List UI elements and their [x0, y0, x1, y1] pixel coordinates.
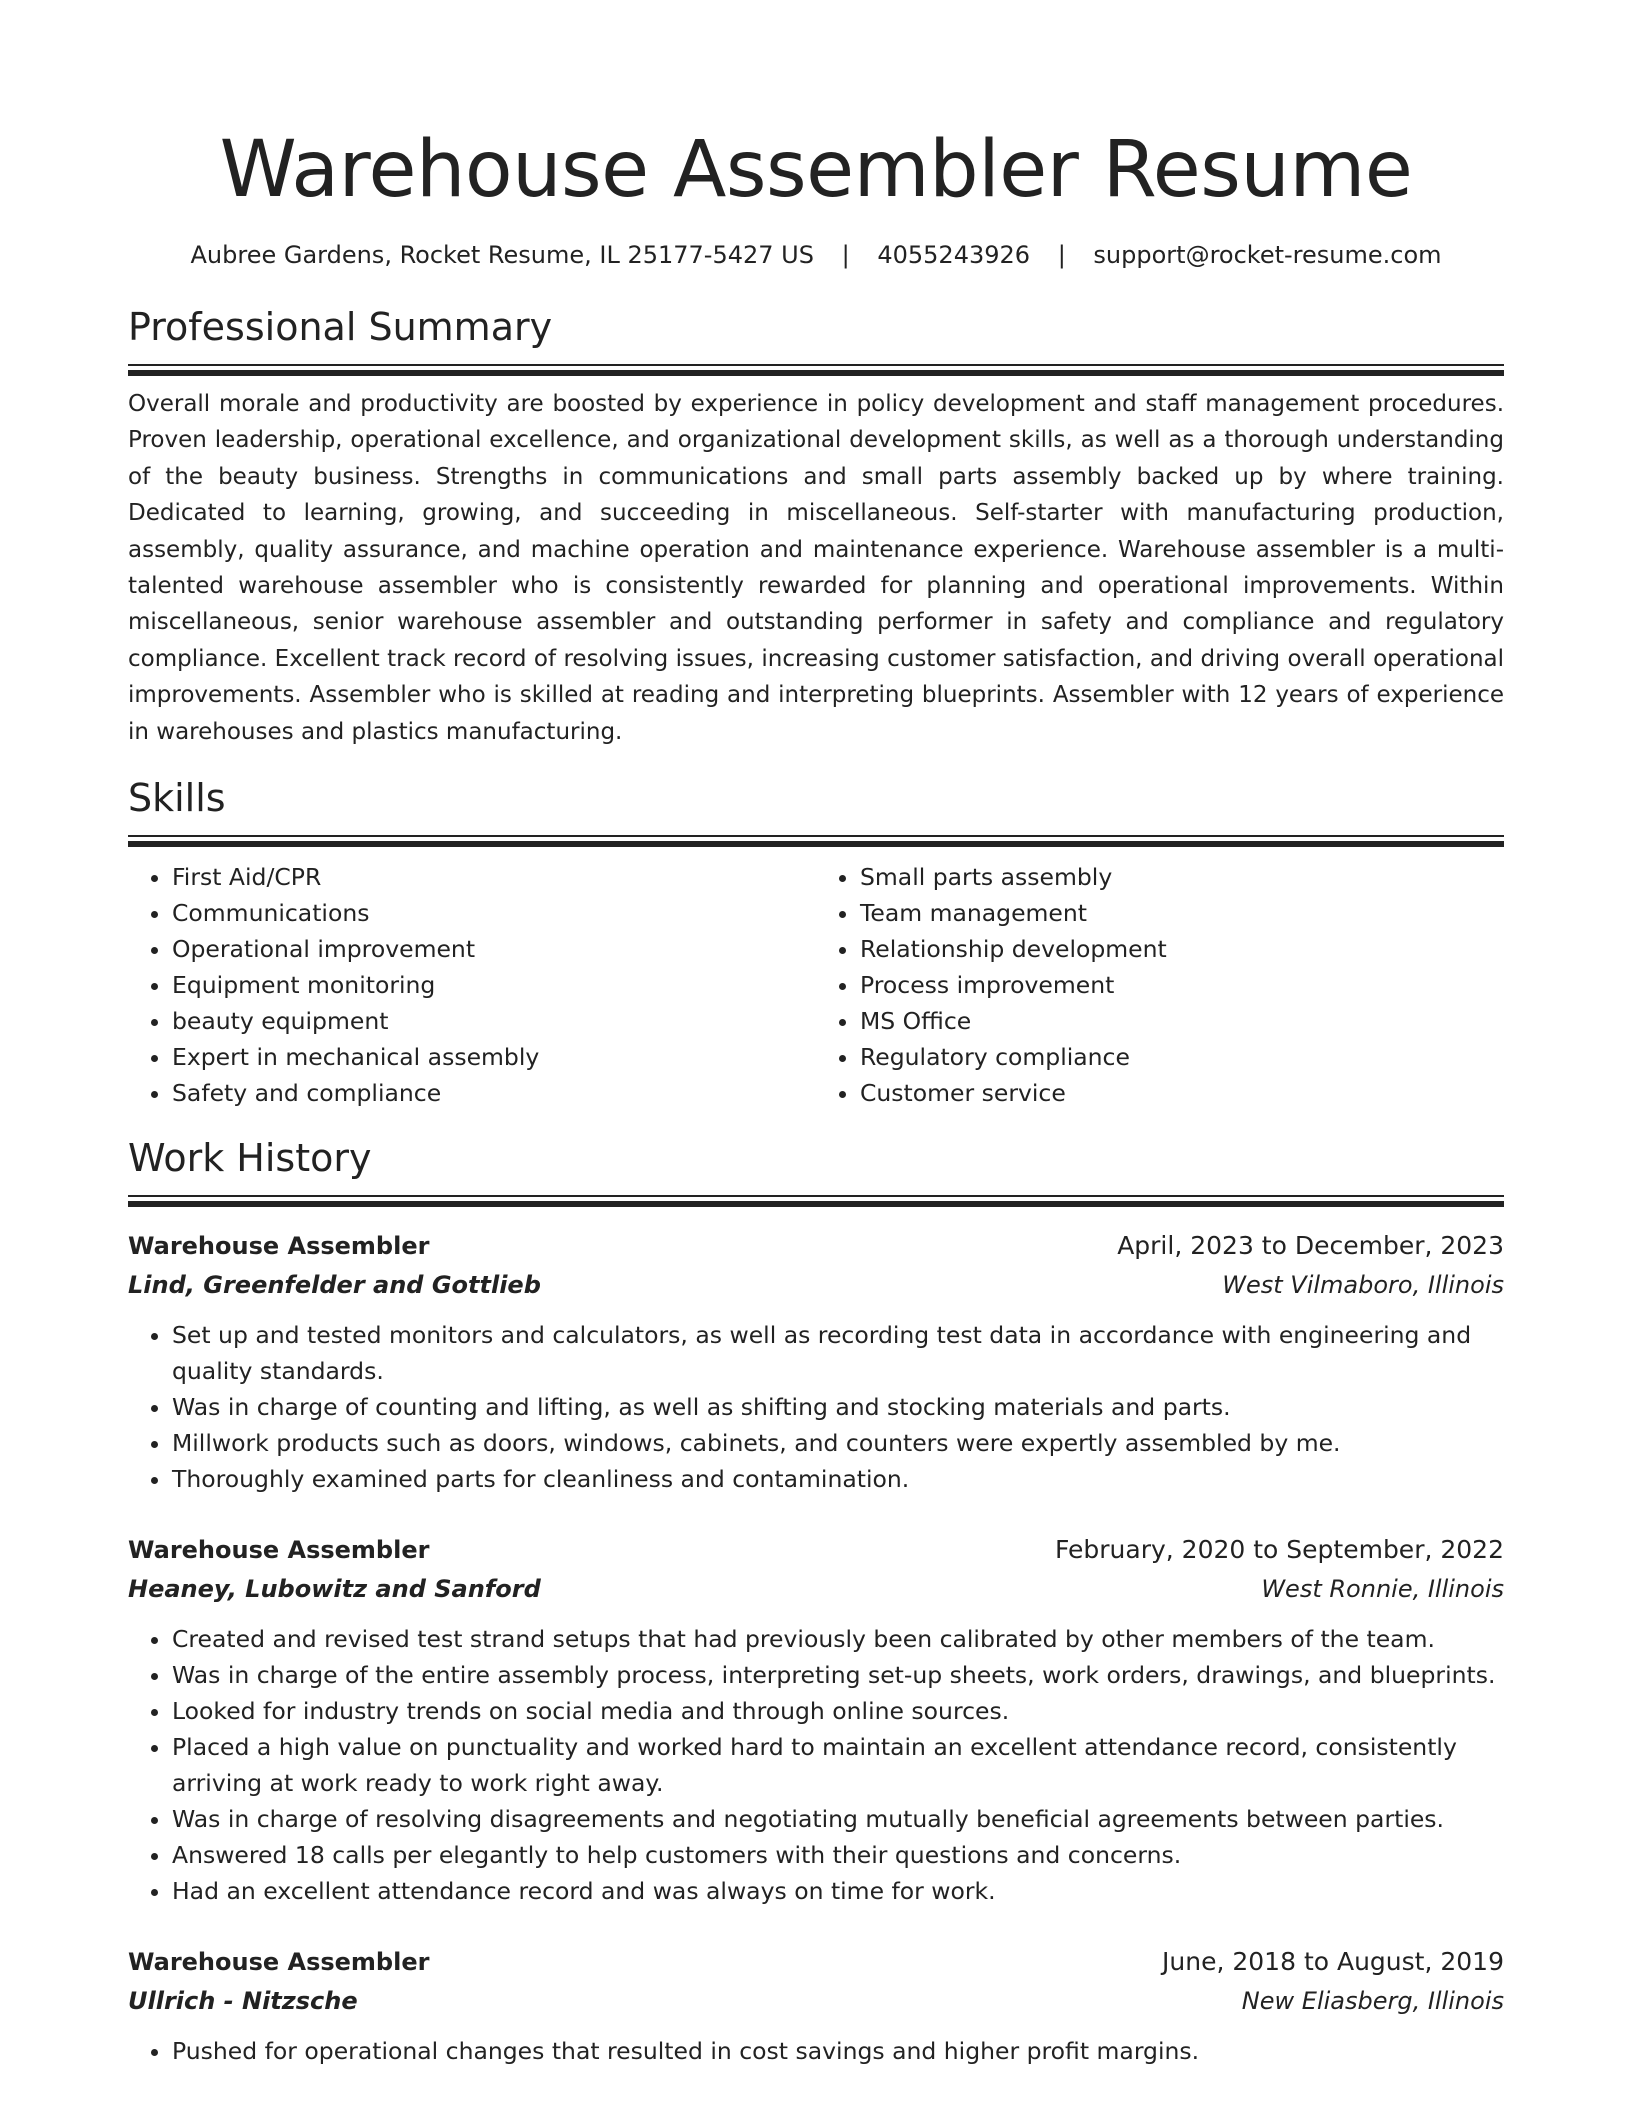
skill-item: • Expert in mechanical assembly — [172, 1039, 816, 1075]
job-bullet: • Was in charge of the entire assembly process, interpreting set-up sheets, work orders, drawings, and blueprints. — [172, 1657, 1504, 1693]
work-history-section — [128, 1133, 1504, 2069]
job-header-row — [128, 1227, 1504, 1265]
summary-text: Overall morale and productivity are boosted by experience in policy development and staff management procedures. Proven leadership, operational excellence, and organizational development skills, as well as a thorough understanding of the beauty business. Strengths in communications and small parts assembly backed up by where training. Dedicated to learning, growing, and succeeding in miscellaneous. Self-starter with manufacturing production, assembly, quality assurance, and machine operation and maintenance experience. Warehouse assembler is a multi-talented warehouse assembler who is consistently rewarded for planning and operational improvements. Within miscellaneous, senior warehouse assembler and outstanding performer in safety and compliance and regulatory compliance. Excellent track record of resolving issues, increasing customer satisfaction, and driving overall operational improvements. Assembler who is skilled at reading and interpreting blueprints. Assembler with 12 years of experience in warehouses and plastics manufacturing. — [128, 391, 1504, 745]
skill-item: • Process improvement — [860, 967, 1504, 1003]
section-divider — [128, 1195, 1504, 1207]
contact-email: support@rocket-resume.com — [1093, 241, 1442, 269]
resume-page — [128, 0, 1504, 2069]
job-bullet: • Was in charge of resolving disagreements and negotiating mutually beneficial agreements between parties. — [172, 1801, 1504, 1837]
job-location: West Ronnie, Illinois — [1261, 1575, 1504, 1604]
job-entry — [128, 1943, 1504, 2069]
job-bullets — [128, 1317, 1504, 1497]
skill-item: • Communications — [172, 895, 816, 931]
job-company-row — [128, 1981, 1504, 2021]
skills-list-right — [816, 859, 1504, 1111]
skill-item: • beauty equipment — [172, 1003, 816, 1039]
resume-title: Warehouse Assembler Resume — [219, 125, 1413, 215]
job-company: Ullrich - Nitzsche — [128, 1987, 358, 2016]
job-company-row — [128, 1265, 1504, 1305]
job-header-row — [128, 1943, 1504, 1981]
job-dates: June, 2018 to August, 2019 — [1162, 1947, 1504, 1977]
skill-item: • Relationship development — [860, 931, 1504, 967]
job-bullet: • Created and revised test strand setups that had previously been calibrated by other members of the team. — [172, 1621, 1504, 1657]
skill-item: • Team management — [860, 895, 1504, 931]
skill-item: • First Aid/CPR — [172, 859, 816, 895]
job-bullet: • Millwork products such as doors, windows, cabinets, and counters were expertly assembled by me. — [172, 1425, 1504, 1461]
contact-line — [128, 238, 1504, 272]
skill-item: • Small parts assembly — [860, 859, 1504, 895]
job-location: West Vilmaboro, Illinois — [1222, 1271, 1504, 1300]
job-bullet: • Thoroughly examined parts for cleanliness and contamination. — [172, 1461, 1504, 1497]
work-history-heading: Work History — [128, 1136, 372, 1181]
contact-address: Aubree Gardens, Rocket Resume, IL 25177-5427 US — [190, 241, 814, 269]
skills-heading: Skills — [128, 776, 226, 821]
skill-item: • Regulatory compliance — [860, 1039, 1504, 1075]
job-bullet: • Set up and tested monitors and calculators, as well as recording test data in accordance with engineering and quality standards. — [172, 1317, 1504, 1389]
skill-item: • Customer service — [860, 1075, 1504, 1111]
skills-columns — [128, 859, 1504, 1111]
job-bullet: • Placed a high value on punctuality and worked hard to maintain an excellent attendance record, consistently arriving at work ready to work right away. — [172, 1729, 1504, 1801]
job-location: New Eliasberg, Illinois — [1241, 1987, 1504, 2016]
job-title: Warehouse Assembler — [128, 1536, 430, 1565]
skill-item: • MS Office — [860, 1003, 1504, 1039]
skills-list-left — [128, 859, 816, 1111]
summary-heading: Professional Summary — [128, 305, 553, 349]
job-company: Heaney, Lubowitz and Sanford — [128, 1575, 541, 1604]
job-bullet: • Was in charge of counting and lifting, as well as shifting and stocking materials and parts. — [172, 1389, 1504, 1425]
job-bullets — [128, 1621, 1504, 1909]
job-bullet: • Pushed for operational changes that resulted in cost savings and higher profit margins. — [172, 2033, 1504, 2069]
skills-section — [128, 773, 1504, 1111]
job-company: Lind, Greenfelder and Gottlieb — [128, 1271, 541, 1300]
job-bullets — [128, 2033, 1504, 2069]
job-dates: February, 2020 to September, 2022 — [1055, 1535, 1504, 1565]
job-bullet: • Had an excellent attendance record and was always on time for work. — [172, 1873, 1504, 1909]
summary-section — [128, 302, 1504, 750]
job-title: Warehouse Assembler — [128, 1948, 430, 1977]
skill-item: • Safety and compliance — [172, 1075, 816, 1111]
job-bullet: • Answered 18 calls per elegantly to help customers with their questions and concerns. — [172, 1837, 1504, 1873]
contact-separator: | — [841, 241, 850, 269]
job-dates: April, 2023 to December, 2023 — [1117, 1231, 1504, 1261]
job-entry — [128, 1227, 1504, 1497]
job-title: Warehouse Assembler — [128, 1232, 430, 1261]
section-divider — [128, 364, 1504, 376]
section-divider — [128, 835, 1504, 847]
skill-item: • Operational improvement — [172, 931, 816, 967]
job-company-row — [128, 1569, 1504, 1609]
job-header-row — [128, 1531, 1504, 1569]
job-entry — [128, 1531, 1504, 1909]
contact-separator: | — [1057, 241, 1066, 269]
contact-phone: 4055243926 — [877, 241, 1031, 269]
job-bullet: • Looked for industry trends on social media and through online sources. — [172, 1693, 1504, 1729]
skill-item: • Equipment monitoring — [172, 967, 816, 1003]
